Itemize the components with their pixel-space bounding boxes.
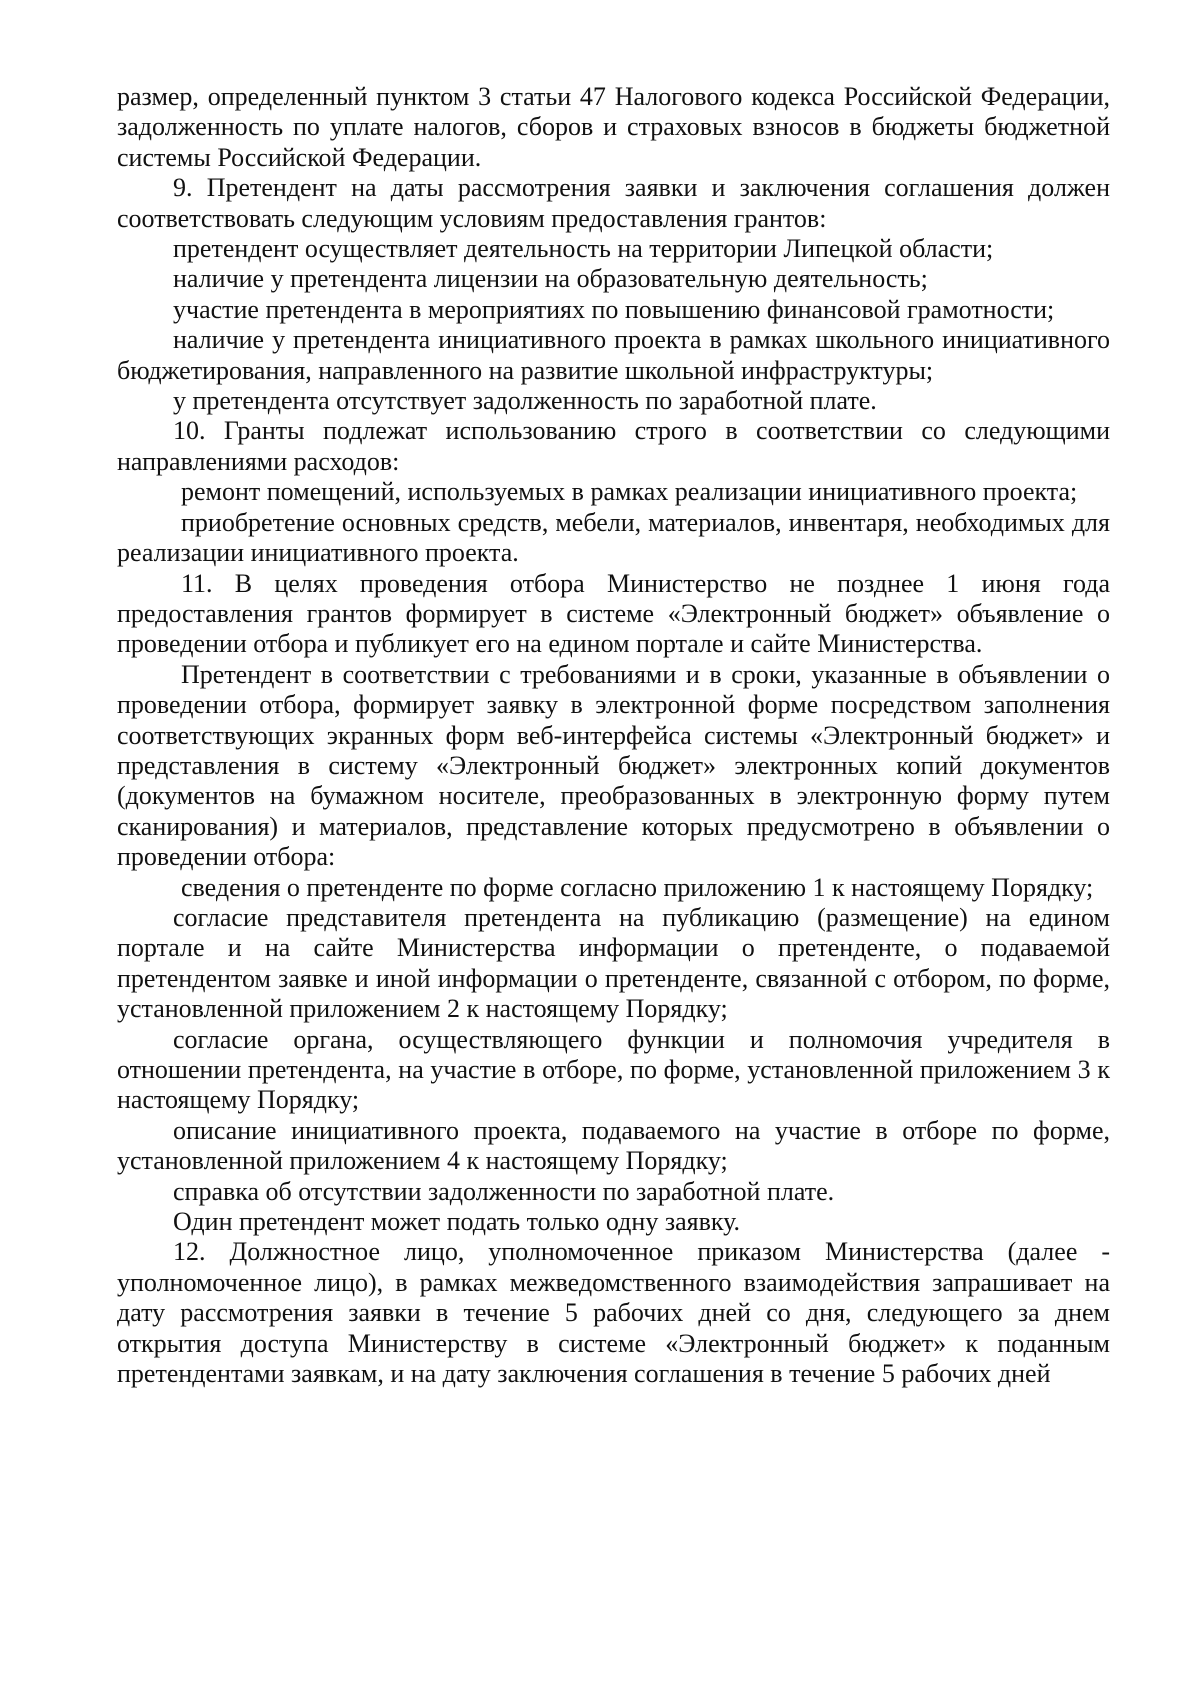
paragraph-doc-wage-debt-certificate: справка об отсутствии задолженности по заработной плате. (173, 1176, 835, 1206)
paragraph-one-application: Один претендент может подать только одну заявку. (173, 1207, 741, 1237)
paragraph-applicant-application: Претендент в соответствии с требованиями и в сроки, указанные в объявлении о проведении отбора, формирует заявку в электронной форме посредством заполнения соответствующих экранных форм веб-интерфейса системы «Электронный бюджет» и представления в систему «Электронный бюджет» электронных копий документов (документов на бумажном носителе, преобразованных в электронную форму путем сканирования) и материалов, представление которых предусмотрено в объявлении о проведении отбора: (117, 659, 1110, 872)
paragraph-item-9: 9. Претендент на даты рассмотрения заявки и заключения соглашения должен соответствовать следующим условиям предоставления грантов: (117, 173, 1110, 233)
paragraph-doc-applicant-info: сведения о претенденте по форме согласно приложению 1 к настоящему Порядку; (181, 872, 1094, 902)
paragraph-item-12: 12. Должностное лицо, уполномоченное приказом Министерства (далее - уполномоченное лицо), в рамках межведомственного взаимодействия запрашивает на дату рассмотрения заявки в течение 5 рабочих дней со дня, следующего за днем открытия доступа Министерству в системе «Электронный бюджет» к поданным претендентами заявкам, и на дату заключения соглашения в течение 5 рабочих дней (117, 1237, 1110, 1389)
paragraph-item-11: 11. В целях проведения отбора Министерство не позднее 1 июня года предоставления грантов формирует в системе «Электронный бюджет» объявление о проведении отбора и публикует его на едином портале и сайте Министерства. (117, 568, 1110, 659)
paragraph-doc-project-description: описание инициативного проекта, подаваемого на участие в отборе по форме, установленной приложением 4 к настоящему Порядку; (117, 1115, 1110, 1176)
paragraph-condition-initiative-project: наличие у претендента инициативного проекта в рамках школьного инициативного бюджетирования, направленного на развитие школьной инфраструктуры; (117, 325, 1110, 385)
paragraph-condition-territory: претендент осуществляет деятельность на территории Липецкой области; (173, 234, 994, 264)
document-page (117, 82, 1110, 1389)
paragraph-expense-acquisition: приобретение основных средств, мебели, материалов, инвентаря, необходимых для реализации инициативного проекта. (117, 507, 1110, 568)
paragraph-item-10: 10. Гранты подлежат использованию строго в соответствии со следующими направлениями расходов: (117, 416, 1110, 476)
paragraph-expense-repair: ремонт помещений, используемых в рамках реализации инициативного проекта; (181, 477, 1078, 507)
paragraph-condition-license: наличие у претендента лицензии на образовательную деятельность; (173, 264, 928, 294)
paragraph-condition-financial-literacy: участие претендента в мероприятиях по повышению финансовой грамотности; (173, 294, 1055, 324)
paragraph-condition-no-wage-debt: у претендента отсутствует задолженность по заработной плате. (173, 386, 877, 416)
paragraph-doc-publication-consent: согласие представителя претендента на публикацию (размещение) на едином портале и на сайте Министерства информации о претенденте, о подаваемой претендентом заявке и иной информации о претенденте, связанной с отбором, по форме, установленной приложением 2 к настоящему Порядку; (117, 902, 1110, 1024)
paragraph-doc-founder-consent: согласие органа, осуществляющего функции и полномочия учредителя в отношении претендента, на участие в отборе, по форме, установленной приложением 3 к настоящему Порядку; (117, 1024, 1110, 1115)
paragraph-debt-continuation: размер, определенный пунктом 3 статьи 47 Налогового кодекса Российской Федерации, задолженность по уплате налогов, сборов и страховых взносов в бюджеты бюджетной системы Российской Федерации. (117, 82, 1110, 172)
